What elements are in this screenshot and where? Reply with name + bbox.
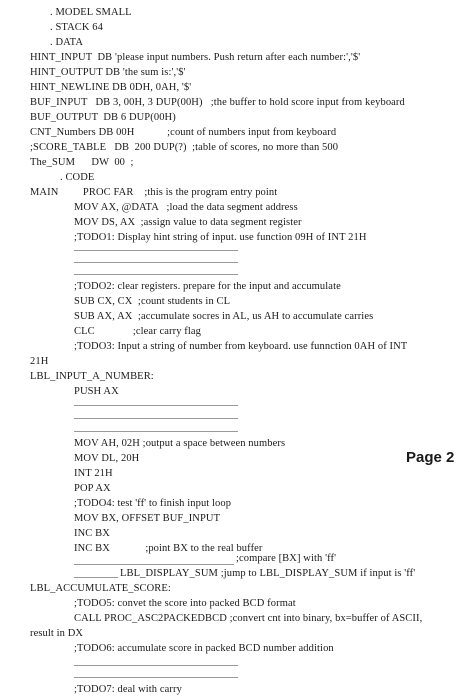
code-line: HINT_NEWLINE DB 0DH, 0AH, '$' xyxy=(30,82,192,93)
code-line: ;TODO6: accumulate score in packed BCD number addition xyxy=(74,643,334,654)
code-line: SUB CX, CX ;count students in CL xyxy=(74,296,231,307)
code-line: LBL_DISPLAY_SUM ;jump to LBL_DISPLAY_SUM if input is 'ff' xyxy=(120,568,416,579)
code-line: MOV DS, AX ;assign value to data segment register xyxy=(74,217,302,228)
code-line: BUF_INPUT DB 3, 00H, 3 DUP(00H) ;the buffer to hold score input from keyboard xyxy=(30,97,405,108)
code-line: LBL_ACCUMULATE_SCORE: xyxy=(30,583,171,594)
code-line: ;TODO7: deal with carry xyxy=(74,684,182,695)
code-line: INT 21H xyxy=(74,468,113,479)
answer-blank-line xyxy=(74,262,238,263)
code-line: HINT_OUTPUT DB 'the sum is:','$' xyxy=(30,67,186,78)
code-line: The_SUM DW 00 ; xyxy=(30,157,134,168)
code-line: SUB AX, AX ;accumulate socres in AL, us AH to accumulate carries xyxy=(74,311,374,322)
answer-blank-line xyxy=(74,564,234,565)
code-line: PUSH AX xyxy=(74,386,119,397)
code-line: 21H xyxy=(30,356,49,367)
answer-blank-line xyxy=(74,431,238,432)
page-number: Page 2 xyxy=(406,449,455,466)
code-line: ;compare [BX] with 'ff' xyxy=(236,553,337,564)
code-line: CALL PROC_ASC2PACKEDBCD ;convert cnt into binary, bx=buffer of ASCII, xyxy=(74,613,423,624)
code-line: result in DX xyxy=(30,628,84,639)
code-line: MOV DL, 20H xyxy=(74,453,140,464)
code-line: . CODE xyxy=(60,172,95,183)
code-line: MOV AX, @DATA ;load the data segment address xyxy=(74,202,298,213)
answer-blank-line xyxy=(74,418,238,419)
code-line: ;TODO5: convet the score into packed BCD format xyxy=(74,598,296,609)
code-line: CNT_Numbers DB 00H ;count of numbers input from keyboard xyxy=(30,127,337,138)
code-line: ;SCORE_TABLE DB 200 DUP(?) ;table of scores, no more than 500 xyxy=(30,142,339,153)
code-line: . DATA xyxy=(50,37,84,48)
code-line: ;TODO4: test 'ff' to finish input loop xyxy=(74,498,232,509)
answer-blank-line xyxy=(74,405,238,406)
code-line: MOV BX, OFFSET BUF_INPUT xyxy=(74,513,221,524)
answer-blank-line xyxy=(74,577,118,578)
code-line: ;TODO1: Display hint string of input. use function 09H of INT 21H xyxy=(74,232,367,243)
code-line: CLC ;clear carry flag xyxy=(74,326,202,337)
code-line: . MODEL SMALL xyxy=(50,7,132,18)
answer-blank-line xyxy=(74,677,238,678)
code-line: BUF_OUTPUT DB 6 DUP(00H) xyxy=(30,112,176,123)
code-line: ;TODO3: Input a string of number from keyboard. use funnction 0AH of INT xyxy=(74,341,408,352)
answer-blank-line xyxy=(74,665,238,666)
code-line: INC BX xyxy=(74,528,110,539)
code-line: . STACK 64 xyxy=(50,22,103,33)
code-line: MAIN PROC FAR ;this is the program entry point xyxy=(30,187,278,198)
code-line: MOV AH, 02H ;output a space between numbers xyxy=(74,438,286,449)
code-line: POP AX xyxy=(74,483,111,494)
code-line: LBL_INPUT_A_NUMBER: xyxy=(30,371,154,382)
code-line: ;TODO2: clear registers. prepare for the input and accumulate xyxy=(74,281,341,292)
answer-blank-line xyxy=(74,250,238,251)
code-line: INC BX ;point BX to the real buffer xyxy=(74,543,263,554)
answer-blank-line xyxy=(74,274,238,275)
code-line: HINT_INPUT DB 'please input numbers. Push return after each number:','$' xyxy=(30,52,361,63)
